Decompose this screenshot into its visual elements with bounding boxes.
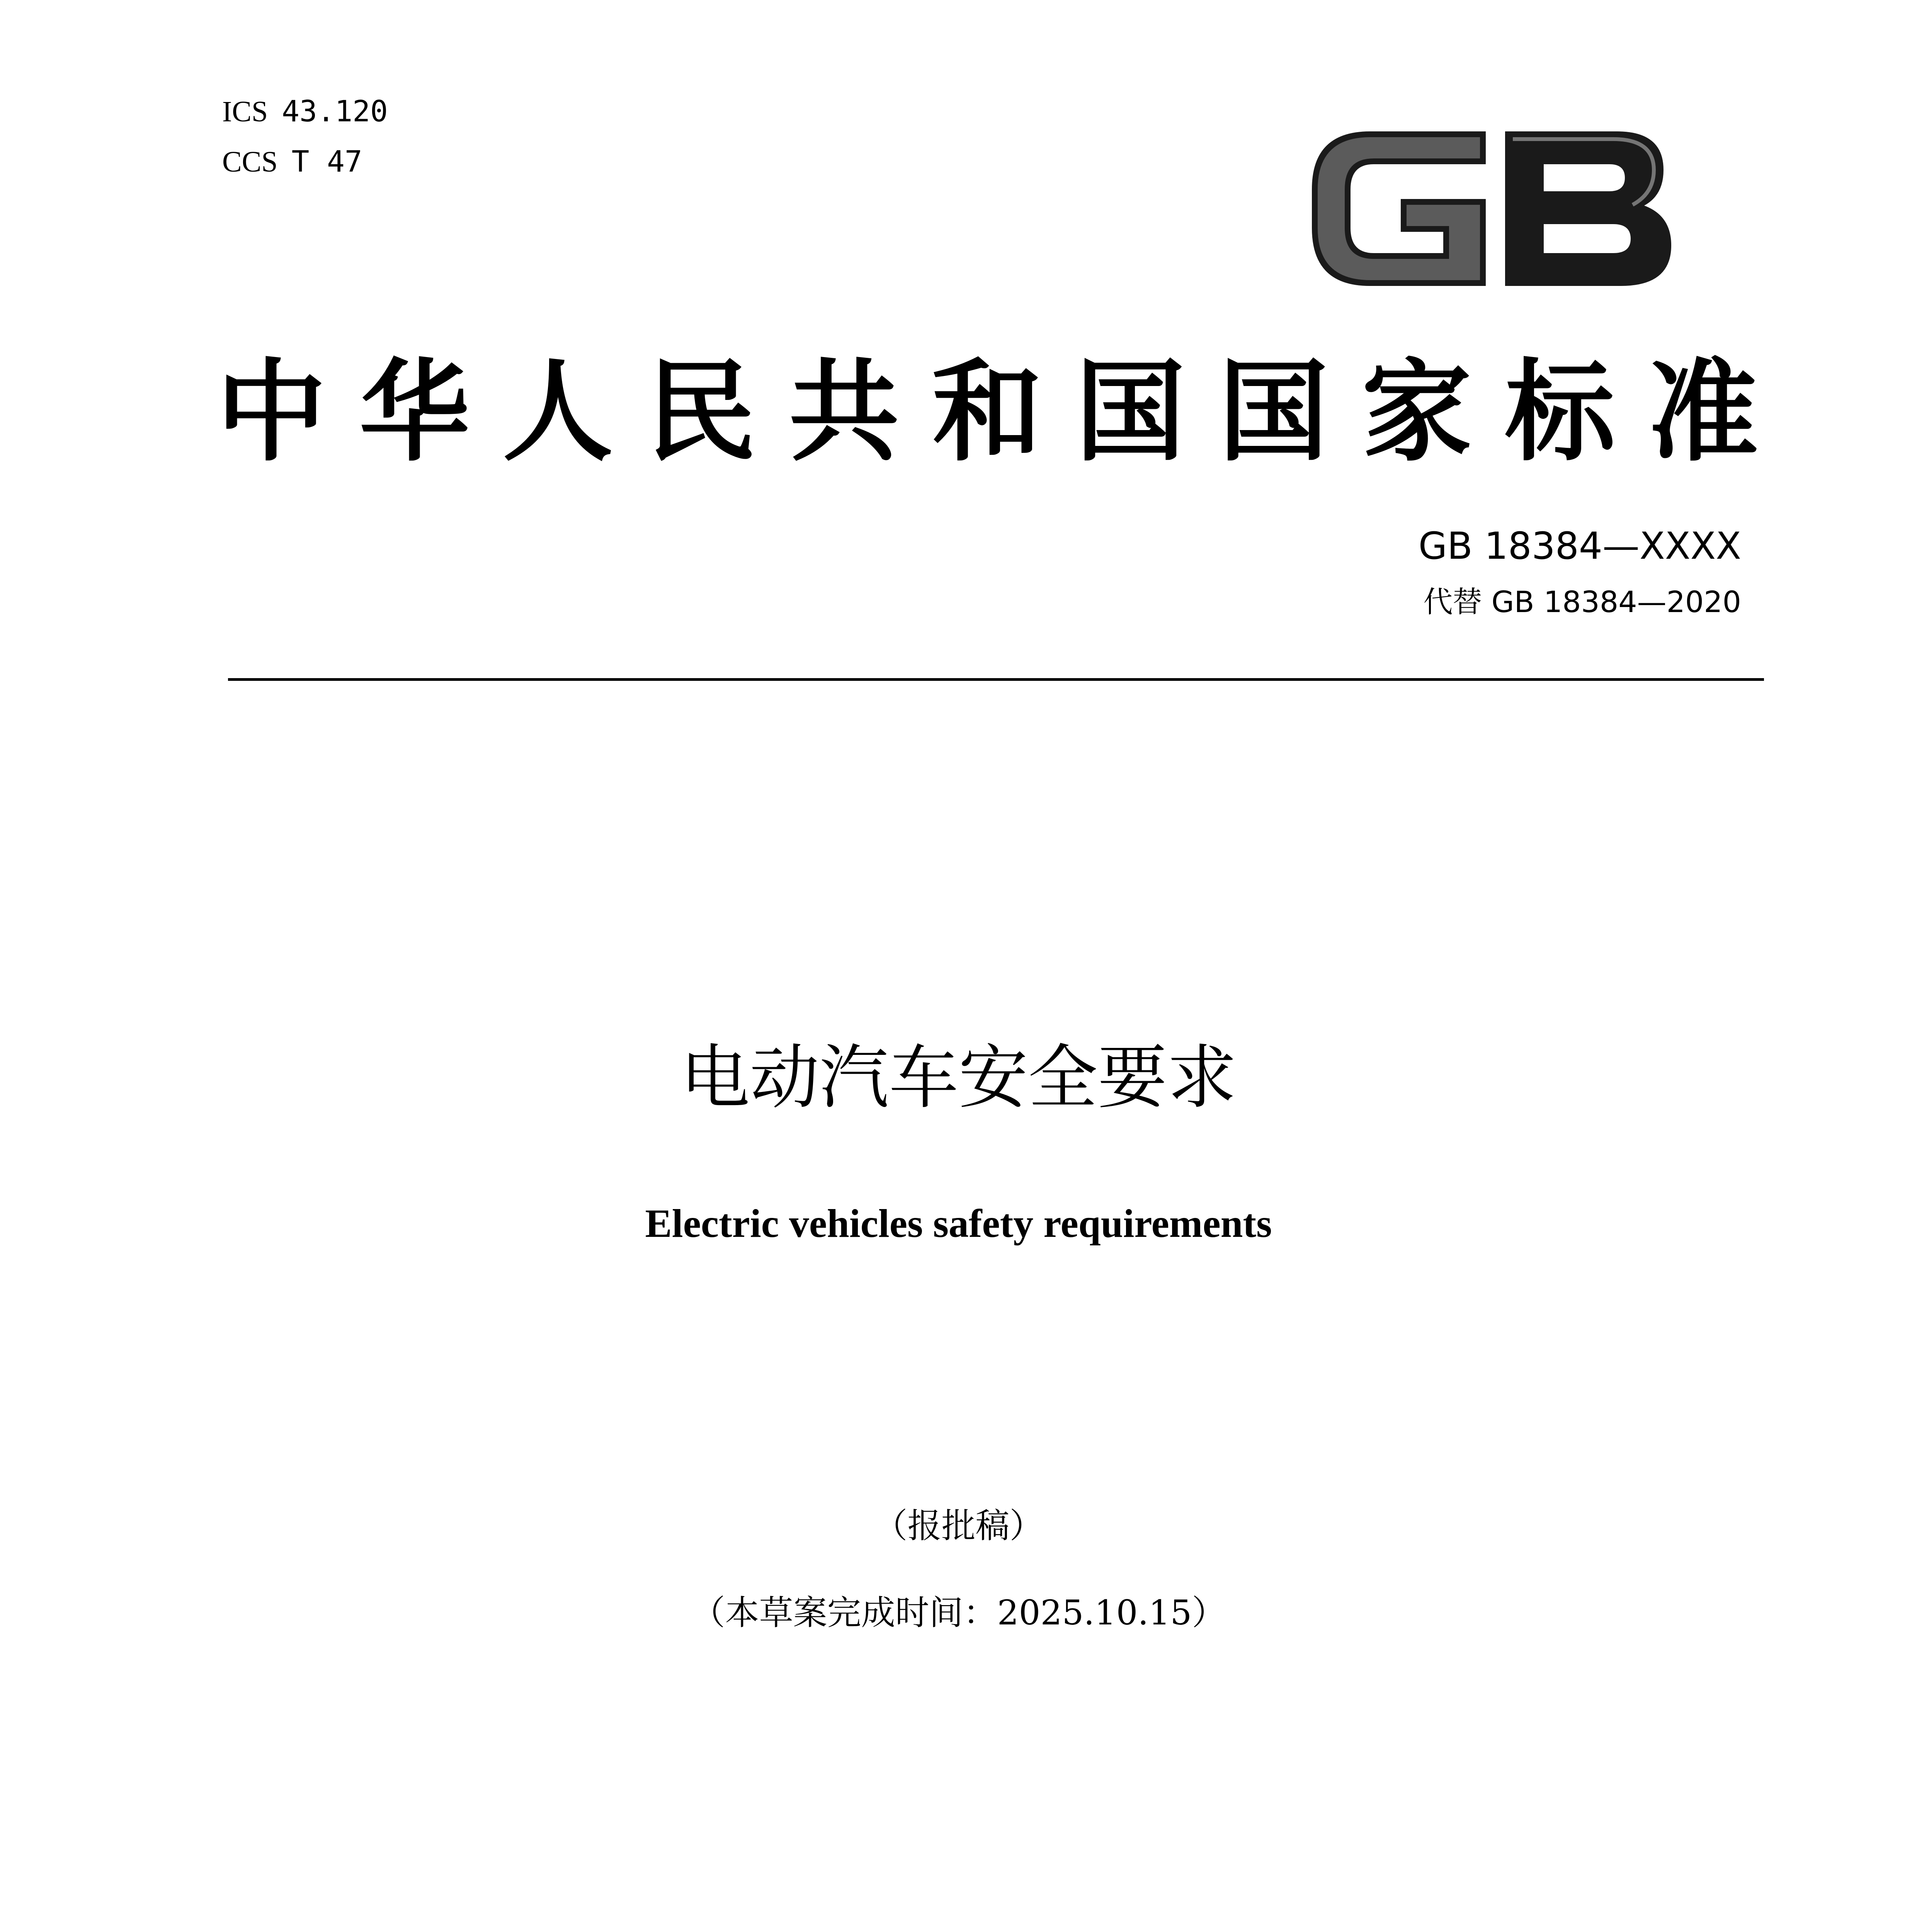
- masthead-char: 人: [503, 348, 613, 476]
- top-divider: [228, 678, 1764, 681]
- replaces-standard: 代替 GB 18384—2020: [1423, 585, 1741, 619]
- national-standard-masthead: [216, 348, 1758, 476]
- masthead-char: 华: [359, 348, 470, 476]
- ccs-label: CCS: [222, 146, 278, 178]
- masthead-char: 和: [932, 348, 1043, 476]
- masthead-char: 准: [1648, 348, 1758, 476]
- masthead-char: 家: [1362, 348, 1472, 476]
- ics-code: [222, 94, 388, 128]
- masthead-char: 民: [646, 348, 756, 476]
- masthead-char: 中: [216, 348, 327, 476]
- ics-value: 43.120: [282, 94, 388, 128]
- title-english: Electric vehicles safety requirements: [645, 1201, 1272, 1246]
- title-chinese: 电动汽车安全要求: [680, 1037, 1237, 1118]
- ccs-value: T 47: [291, 144, 362, 179]
- ccs-code: [222, 144, 362, 179]
- draft-stage: （报批稿）: [873, 1506, 1044, 1546]
- standard-number: GB 18384—XXXX: [1418, 524, 1741, 568]
- masthead-char: 标: [1505, 348, 1615, 476]
- gb-national-standard-logo: [1304, 116, 1683, 301]
- draft-completion-date: （本草案完成时间：2025.10.15）: [691, 1593, 1226, 1633]
- masthead-char: 国: [1075, 348, 1186, 476]
- masthead-char: 共: [789, 348, 899, 476]
- ics-label: ICS: [222, 95, 268, 128]
- masthead-char: 国: [1218, 348, 1329, 476]
